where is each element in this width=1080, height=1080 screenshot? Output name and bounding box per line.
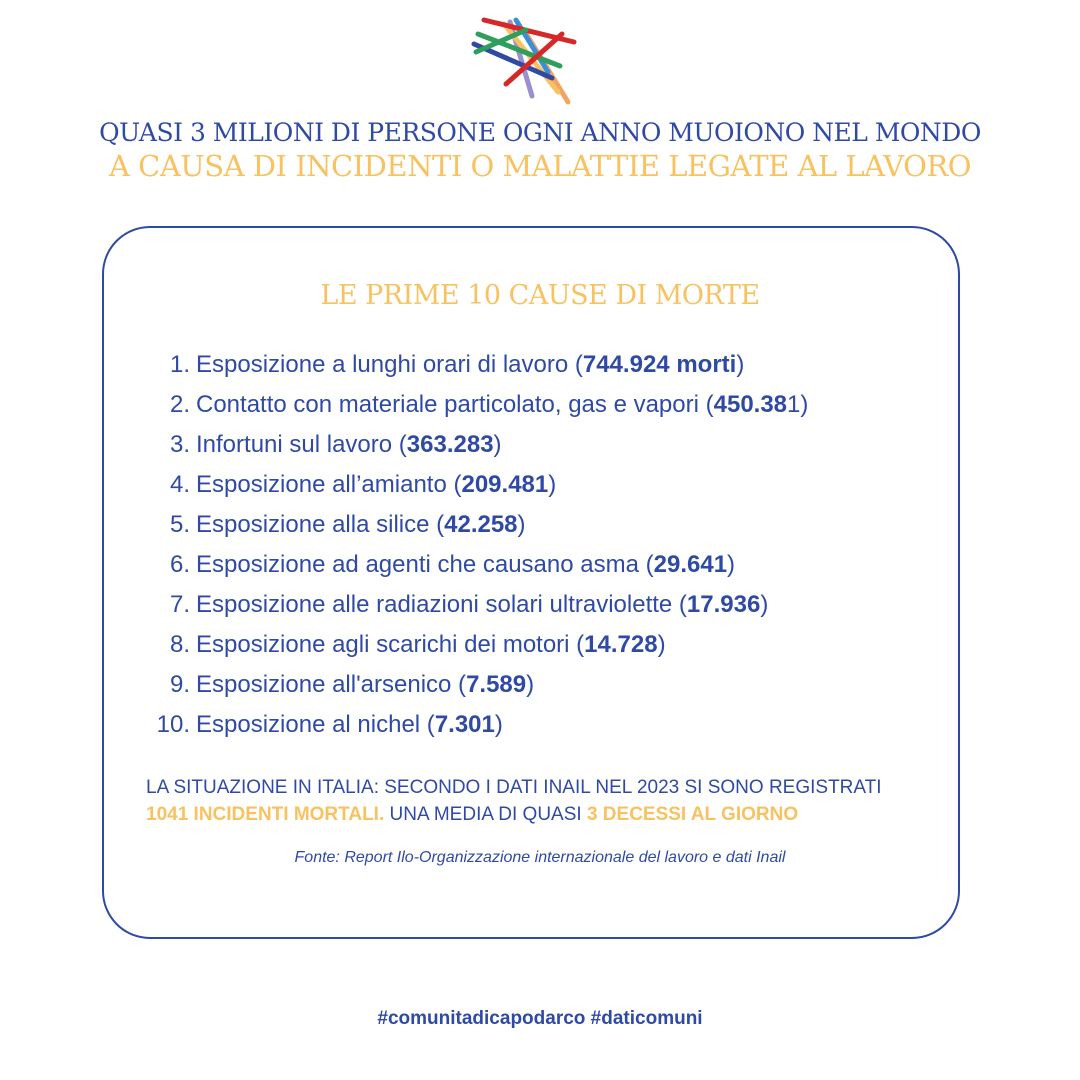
list-item: 1. Esposizione a lunghi orari di lavoro (744.924 morti) bbox=[169, 351, 745, 378]
headline-line-1: QUASI 3 MILIONI DI PERSONE OGNI ANNO MUOIONO NEL MONDO bbox=[99, 118, 981, 147]
list-item: 10. Esposizione al nichel (7.301) bbox=[156, 711, 503, 738]
card-title: LE PRIME 10 CAUSE DI MORTE bbox=[320, 280, 760, 311]
list-item: 3. Infortuni sul lavoro (363.283) bbox=[169, 431, 502, 458]
list-item: 9. Esposizione all'arsenico (7.589) bbox=[169, 671, 535, 698]
list-item: 5. Esposizione alla silice (42.258) bbox=[169, 511, 526, 538]
list-item: 4. Esposizione all’amianto (209.481) bbox=[169, 471, 557, 498]
colored-sticks-logo-icon bbox=[466, 12, 582, 108]
list-item: 6. Esposizione ad agenti che causano asma (29.641) bbox=[169, 551, 736, 578]
fatal-incidents-highlight: 1041 INCIDENTI MORTALI. bbox=[146, 804, 385, 825]
causes-list bbox=[150, 345, 808, 745]
list-item: 7. Esposizione alle radiazioni solari ultraviolette (17.936) bbox=[169, 591, 769, 618]
daily-deaths-highlight: 3 DECESSI AL GIORNO bbox=[586, 804, 799, 825]
italy-summary bbox=[146, 774, 946, 828]
list-item: 2. Contatto con materiale particolato, gas e vapori (450.381) bbox=[169, 391, 809, 418]
hashtags: #comunitadicapodarco #daticomuni bbox=[377, 1008, 703, 1029]
italy-summary-line-1: LA SITUAZIONE IN ITALIA: SECONDO I DATI INAIL NEL 2023 SI SONO REGISTRATI bbox=[146, 777, 882, 798]
italy-summary-line-2: 1041 INCIDENTI MORTALI. UNA MEDIA DI QUASI 3 DECESSI AL GIORNO bbox=[146, 804, 799, 825]
list-item: 8. Esposizione agli scarichi dei motori (14.728) bbox=[169, 631, 666, 658]
headline-line-2: A CAUSA DI INCIDENTI O MALATTIE LEGATE AL LAVORO bbox=[109, 149, 971, 183]
source-note: Fonte: Report Ilo-Organizzazione internazionale del lavoro e dati Inail bbox=[294, 849, 786, 866]
